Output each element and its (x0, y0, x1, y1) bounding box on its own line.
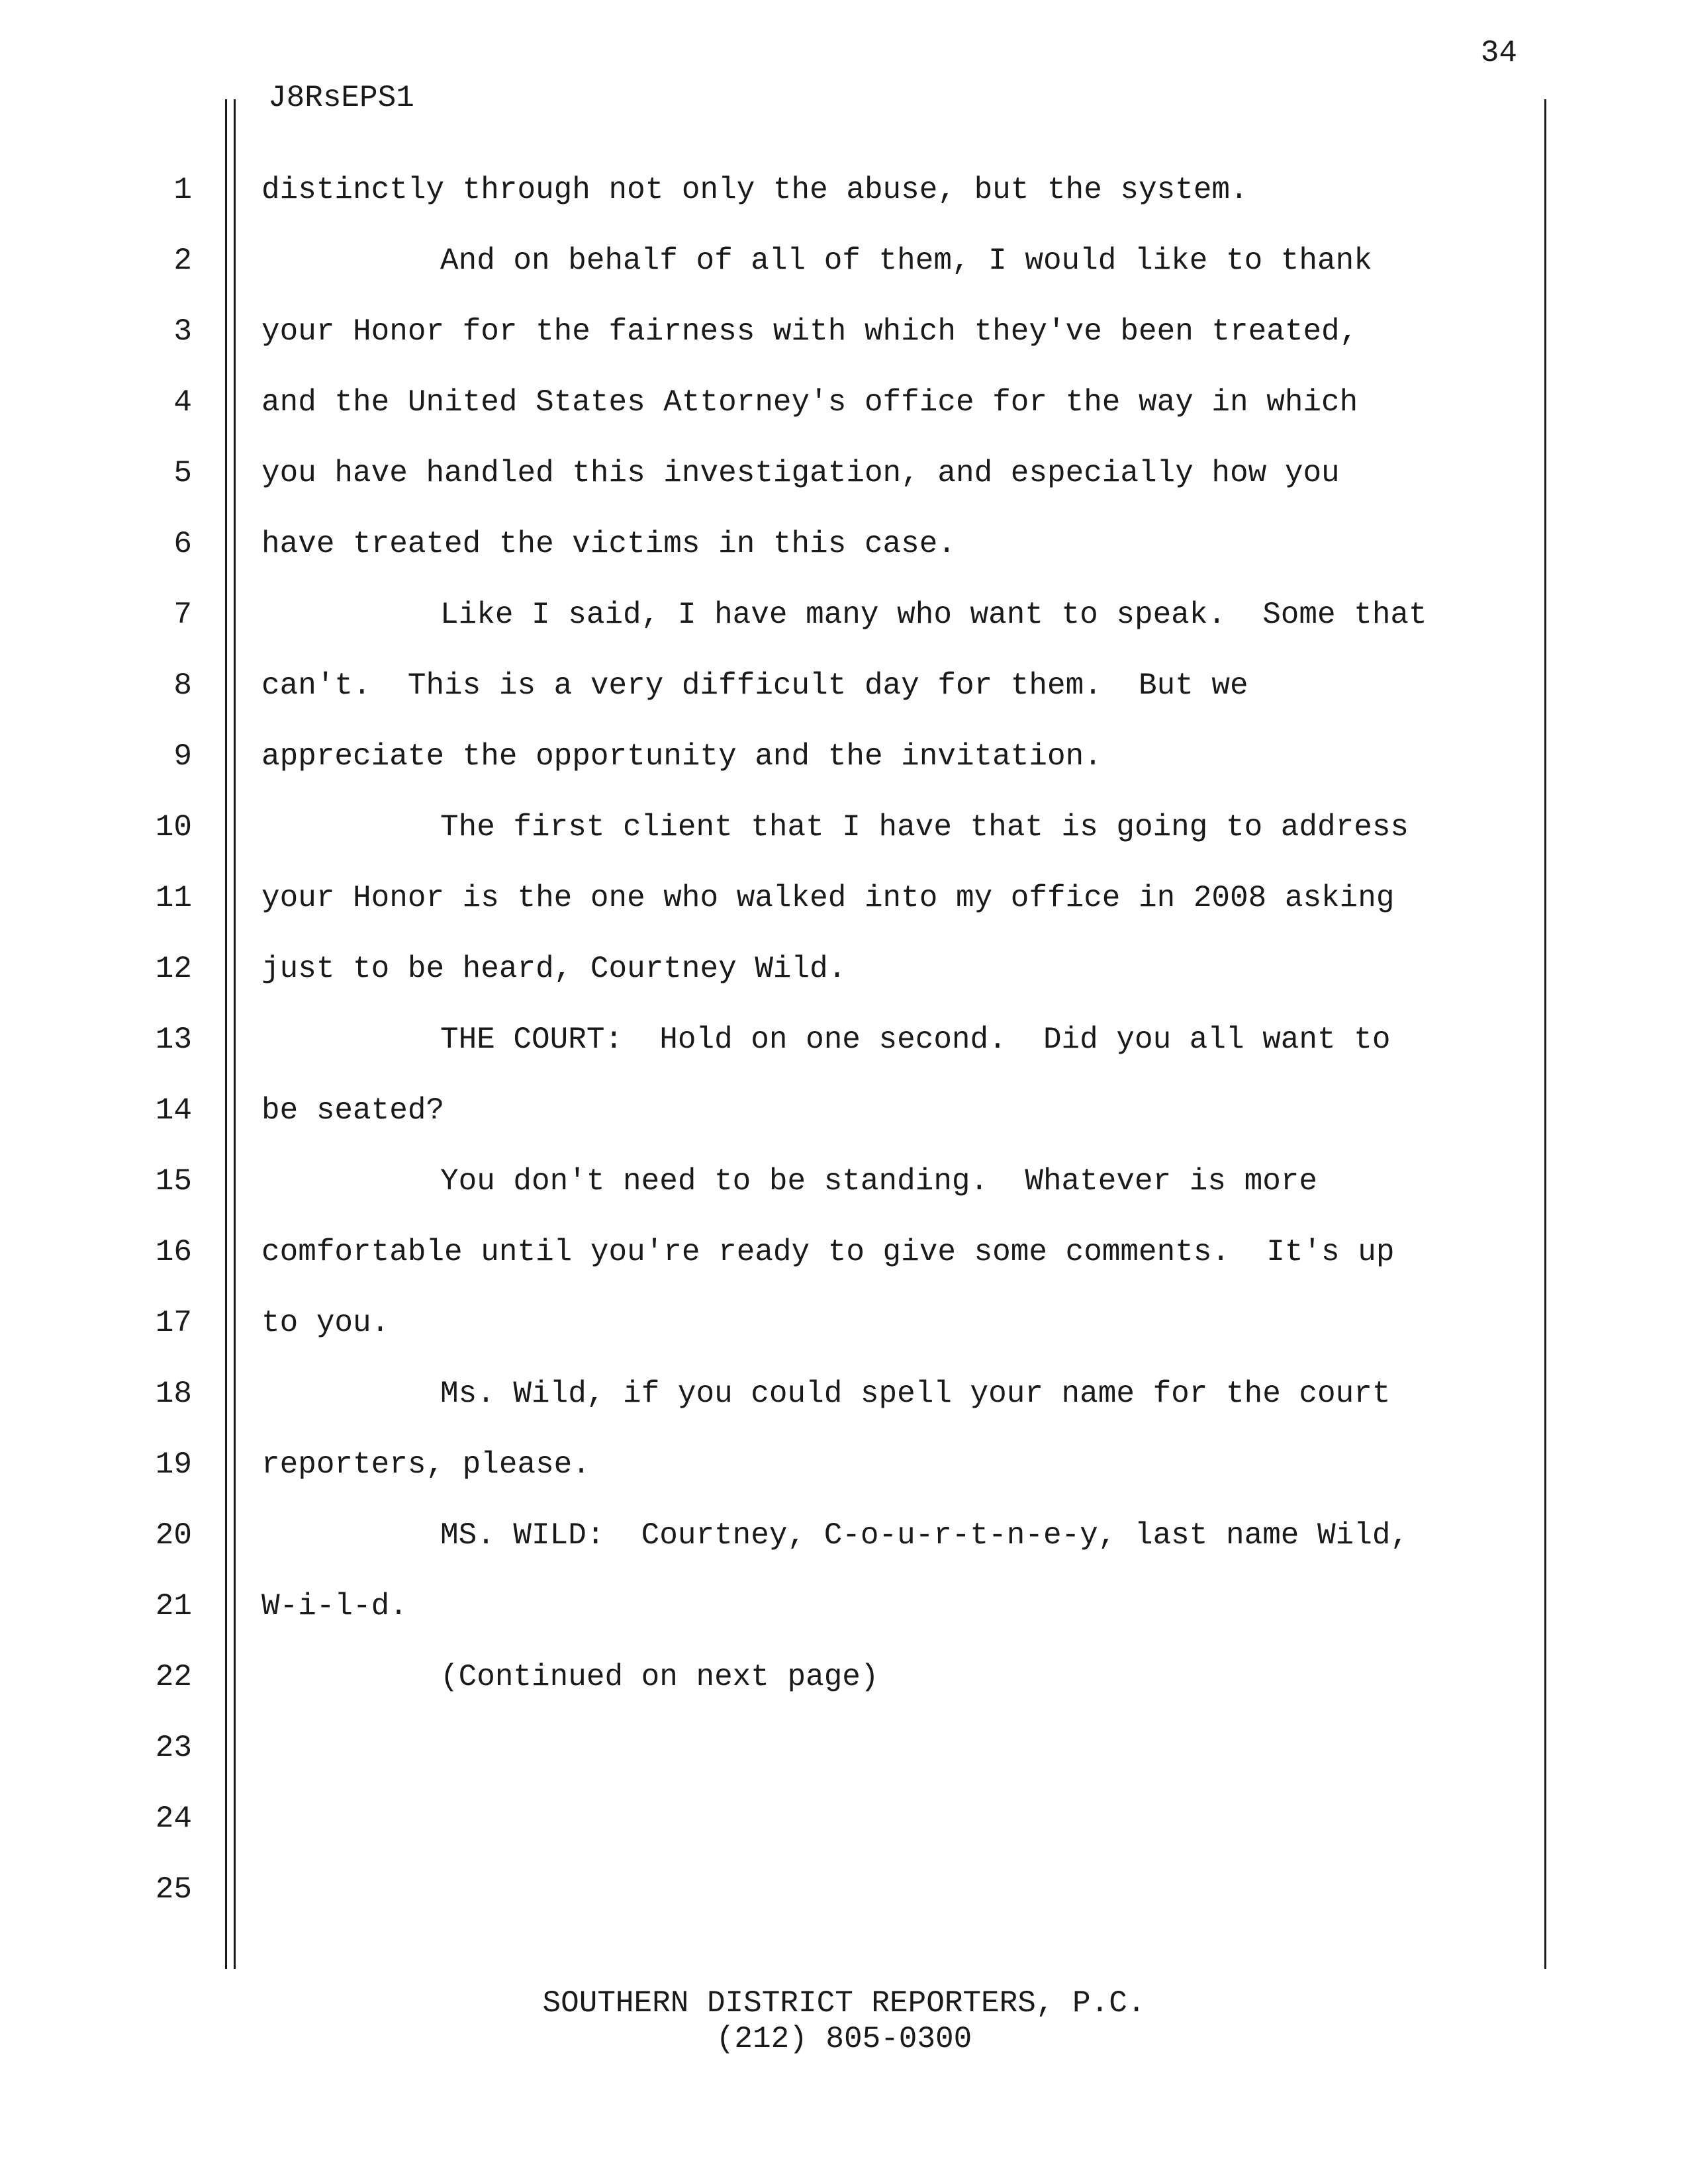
transcript-line: can't. This is a very difficult day for them. But we (261, 668, 1248, 703)
line-number: 25 (155, 1872, 192, 1907)
transcript-line: THE COURT: Hold on one second. Did you all want to (440, 1023, 1391, 1057)
line-number: 10 (155, 810, 192, 844)
transcript-line: and the United States Attorney's office for the way in which (261, 385, 1358, 420)
line-number: 5 (173, 456, 192, 490)
transcript-line: to you. (261, 1306, 390, 1340)
transcript-line: (Continued on next page) (440, 1660, 879, 1694)
transcript-line: your Honor is the one who walked into my office in 2008 asking (261, 881, 1395, 915)
page-footer (0, 1985, 1688, 2057)
line-number: 23 (155, 1731, 192, 1765)
line-number: 18 (155, 1377, 192, 1411)
line-number: 11 (155, 881, 192, 915)
line-number: 15 (155, 1164, 192, 1199)
line-number: 3 (173, 314, 192, 349)
reporter-phone: (212) 805-0300 (716, 2022, 972, 2056)
line-number: 19 (155, 1447, 192, 1482)
transcript-line: The first client that I have that is going to address (440, 810, 1409, 844)
transcript-line: And on behalf of all of them, I would like to thank (440, 244, 1372, 278)
line-number: 22 (155, 1660, 192, 1694)
case-id: J8RsEPS1 (268, 81, 414, 115)
transcript-line: you have handled this investigation, and especially how you (261, 456, 1340, 490)
line-number: 24 (155, 1801, 192, 1836)
transcript-line: have treated the victims in this case. (261, 527, 956, 561)
reporter-company: SOUTHERN DISTRICT REPORTERS, P.C. (542, 1986, 1146, 2021)
page-number: 34 (1480, 36, 1517, 70)
transcript-line: your Honor for the fairness with which they've been treated, (261, 314, 1358, 349)
line-number: 16 (155, 1235, 192, 1269)
transcript-line: W-i-l-d. (261, 1589, 408, 1623)
line-number: 20 (155, 1518, 192, 1553)
line-number: 6 (173, 527, 192, 561)
transcript-line: just to be heard, Courtney Wild. (261, 952, 847, 986)
transcript-line: reporters, please. (261, 1447, 590, 1482)
line-number: 9 (173, 739, 192, 774)
line-number: 12 (155, 952, 192, 986)
line-number: 14 (155, 1093, 192, 1128)
line-number: 21 (155, 1589, 192, 1623)
line-number: 1 (173, 173, 192, 207)
left-margin-rule-outer (225, 99, 227, 1969)
transcript-line: You don't need to be standing. Whatever is more (440, 1164, 1318, 1199)
line-number: 2 (173, 244, 192, 278)
transcript-line: Like I said, I have many who want to speak. Some that (440, 598, 1427, 632)
transcript-line: appreciate the opportunity and the invitation. (261, 739, 1102, 774)
line-number: 17 (155, 1306, 192, 1340)
line-number: 7 (173, 598, 192, 632)
transcript-line: MS. WILD: Courtney, C-o-u-r-t-n-e-y, last name Wild, (440, 1518, 1409, 1553)
transcript-line: Ms. Wild, if you could spell your name for the court (440, 1377, 1391, 1411)
line-number: 4 (173, 385, 192, 420)
line-number: 13 (155, 1023, 192, 1057)
transcript-line: be seated? (261, 1093, 445, 1128)
transcript-line: comfortable until you're ready to give some comments. It's up (261, 1235, 1395, 1269)
transcript-line: distinctly through not only the abuse, but the system. (261, 173, 1248, 207)
left-margin-rule-inner (234, 99, 236, 1969)
line-number: 8 (173, 668, 192, 703)
